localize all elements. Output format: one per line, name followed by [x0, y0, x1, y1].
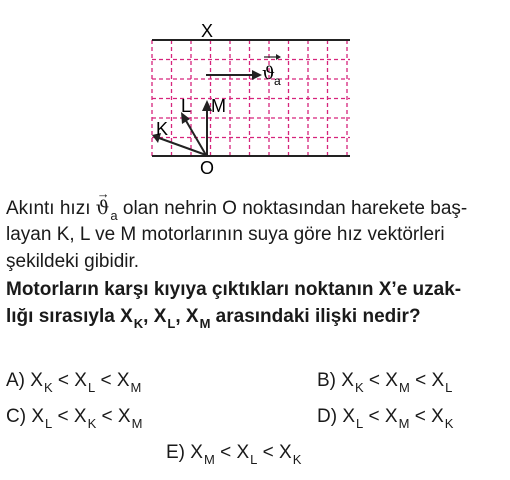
label-l: L	[181, 96, 192, 116]
question-line-2: layan K, L ve M motorlarının suya göre hız vektörleri	[6, 224, 445, 245]
option-d[interactable]: D) $X_L < X_M < X_K$	[317, 406, 454, 431]
current-vector	[206, 70, 262, 80]
question-line-3: şekildeki gibidir.	[6, 251, 140, 272]
option-c[interactable]: C) $X_L < X_K < X_M$	[6, 406, 143, 431]
label-m: M	[211, 96, 226, 116]
label-x: X	[200, 21, 214, 41]
option-a[interactable]: A) $X_K < X_L < X_M$	[6, 370, 142, 395]
current-symbol: → $ϑ_a$	[95, 186, 118, 223]
option-e[interactable]: E) $X_M < X_L < X_K$	[166, 442, 302, 467]
svg-text:ϑ: ϑ	[262, 63, 275, 84]
question-bold-line-2: lığı sırasıyla $X_K$, $X_L$, $X_M$ arasındaki ilişki nedir?	[6, 306, 421, 331]
label-k: K	[156, 119, 169, 139]
river-diagram	[0, 0, 510, 180]
label-o: O	[199, 158, 215, 178]
svg-text:a: a	[274, 74, 281, 88]
question-line-1: Akıntı hızı → $ϑ_a$ olan nehrin O noktasından harekete baş-	[6, 186, 468, 223]
question-bold-line-1: Motorların karşı kıyıya çıktıkları noktanın X’e uzak-	[6, 279, 462, 300]
option-b[interactable]: B) $X_K < X_M < X_L$	[317, 370, 453, 395]
